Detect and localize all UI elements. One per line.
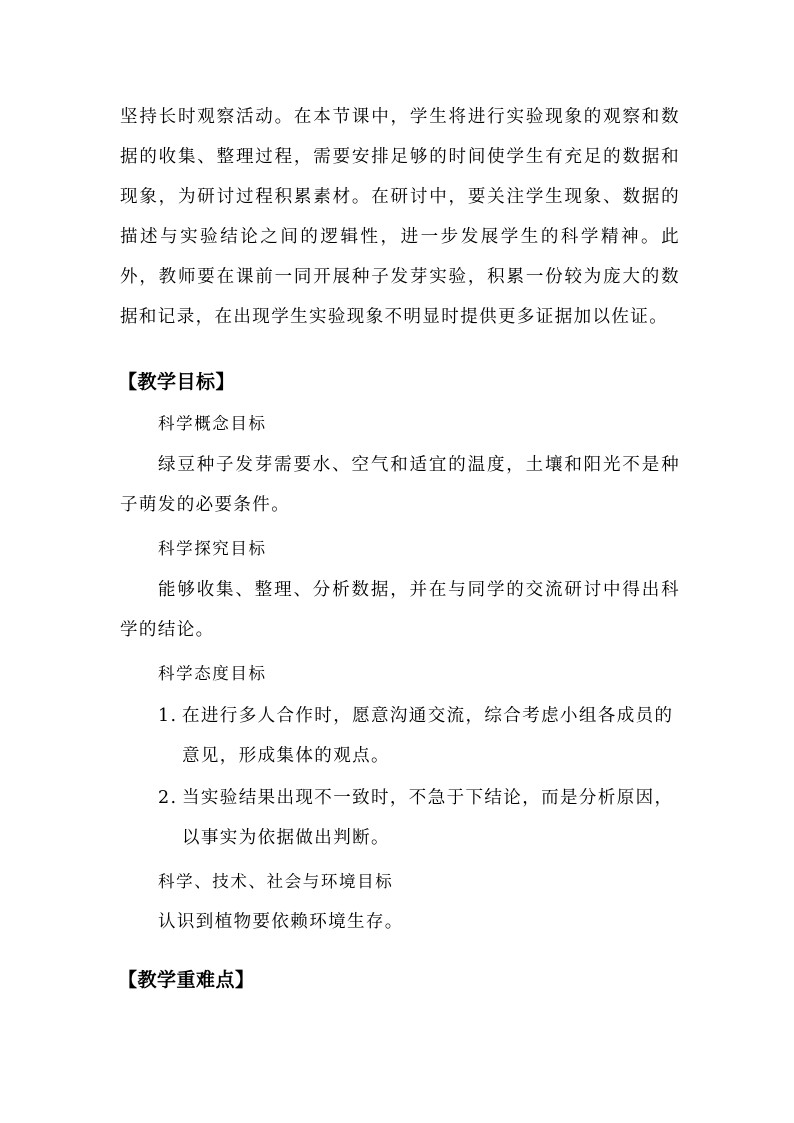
teaching-goals-heading: 【教学目标】 xyxy=(118,371,236,393)
concept-goal-text: 绿豆种子发芽需要水、空气和适宜的温度，土壤和阳光不是种子萌发的必要条件。 xyxy=(120,455,680,515)
item-text-line1: 当实验结果出现不一致时，不急于下结论，而是分析原因， xyxy=(182,788,674,808)
item-text-line2: 以事实为依据做出判断。 xyxy=(182,828,390,848)
attitude-goal-item xyxy=(158,696,678,776)
key-points-heading: 【教学重难点】 xyxy=(118,969,255,991)
item-number: 1. xyxy=(158,706,178,726)
concept-goal-title: 科学概念目标 xyxy=(158,414,267,433)
attitude-goal-title: 科学态度目标 xyxy=(158,664,267,683)
item-text-line2: 意见，形成集体的观点。 xyxy=(182,746,390,766)
item-number: 2. xyxy=(158,788,178,808)
sts-goal-text: 认识到植物要依赖环境生存。 xyxy=(158,912,404,932)
inquiry-goal-text: 能够收集、整理、分析数据，并在与同学的交流研讨中得出科学的结论。 xyxy=(120,580,680,640)
sts-goal-title: 科学、技术、社会与环境目标 xyxy=(158,872,394,891)
attitude-goal-item xyxy=(158,778,678,858)
item-text-line1: 在进行多人合作时，愿意沟通交流，综合考虑小组各成员的 xyxy=(182,706,674,726)
inquiry-goal-title: 科学探究目标 xyxy=(158,539,267,558)
intro-paragraph: 坚持长时观察活动。在本节课中，学生将进行实验现象的观察和数据的收集、整理过程，需要安排足够的时间使学生有充足的数据和现象，为研讨过程积累素材。在研讨中，要关注学生现象、数据的描述与实验结论之间的逻辑性，进一步发展学生的科学精神。此外，教师要在课前一同开展种子发芽实验，积累一份较为庞大的数据和记录，在出现学生实验现象不明显时提供更多证据加以佐证。 xyxy=(120,107,680,327)
